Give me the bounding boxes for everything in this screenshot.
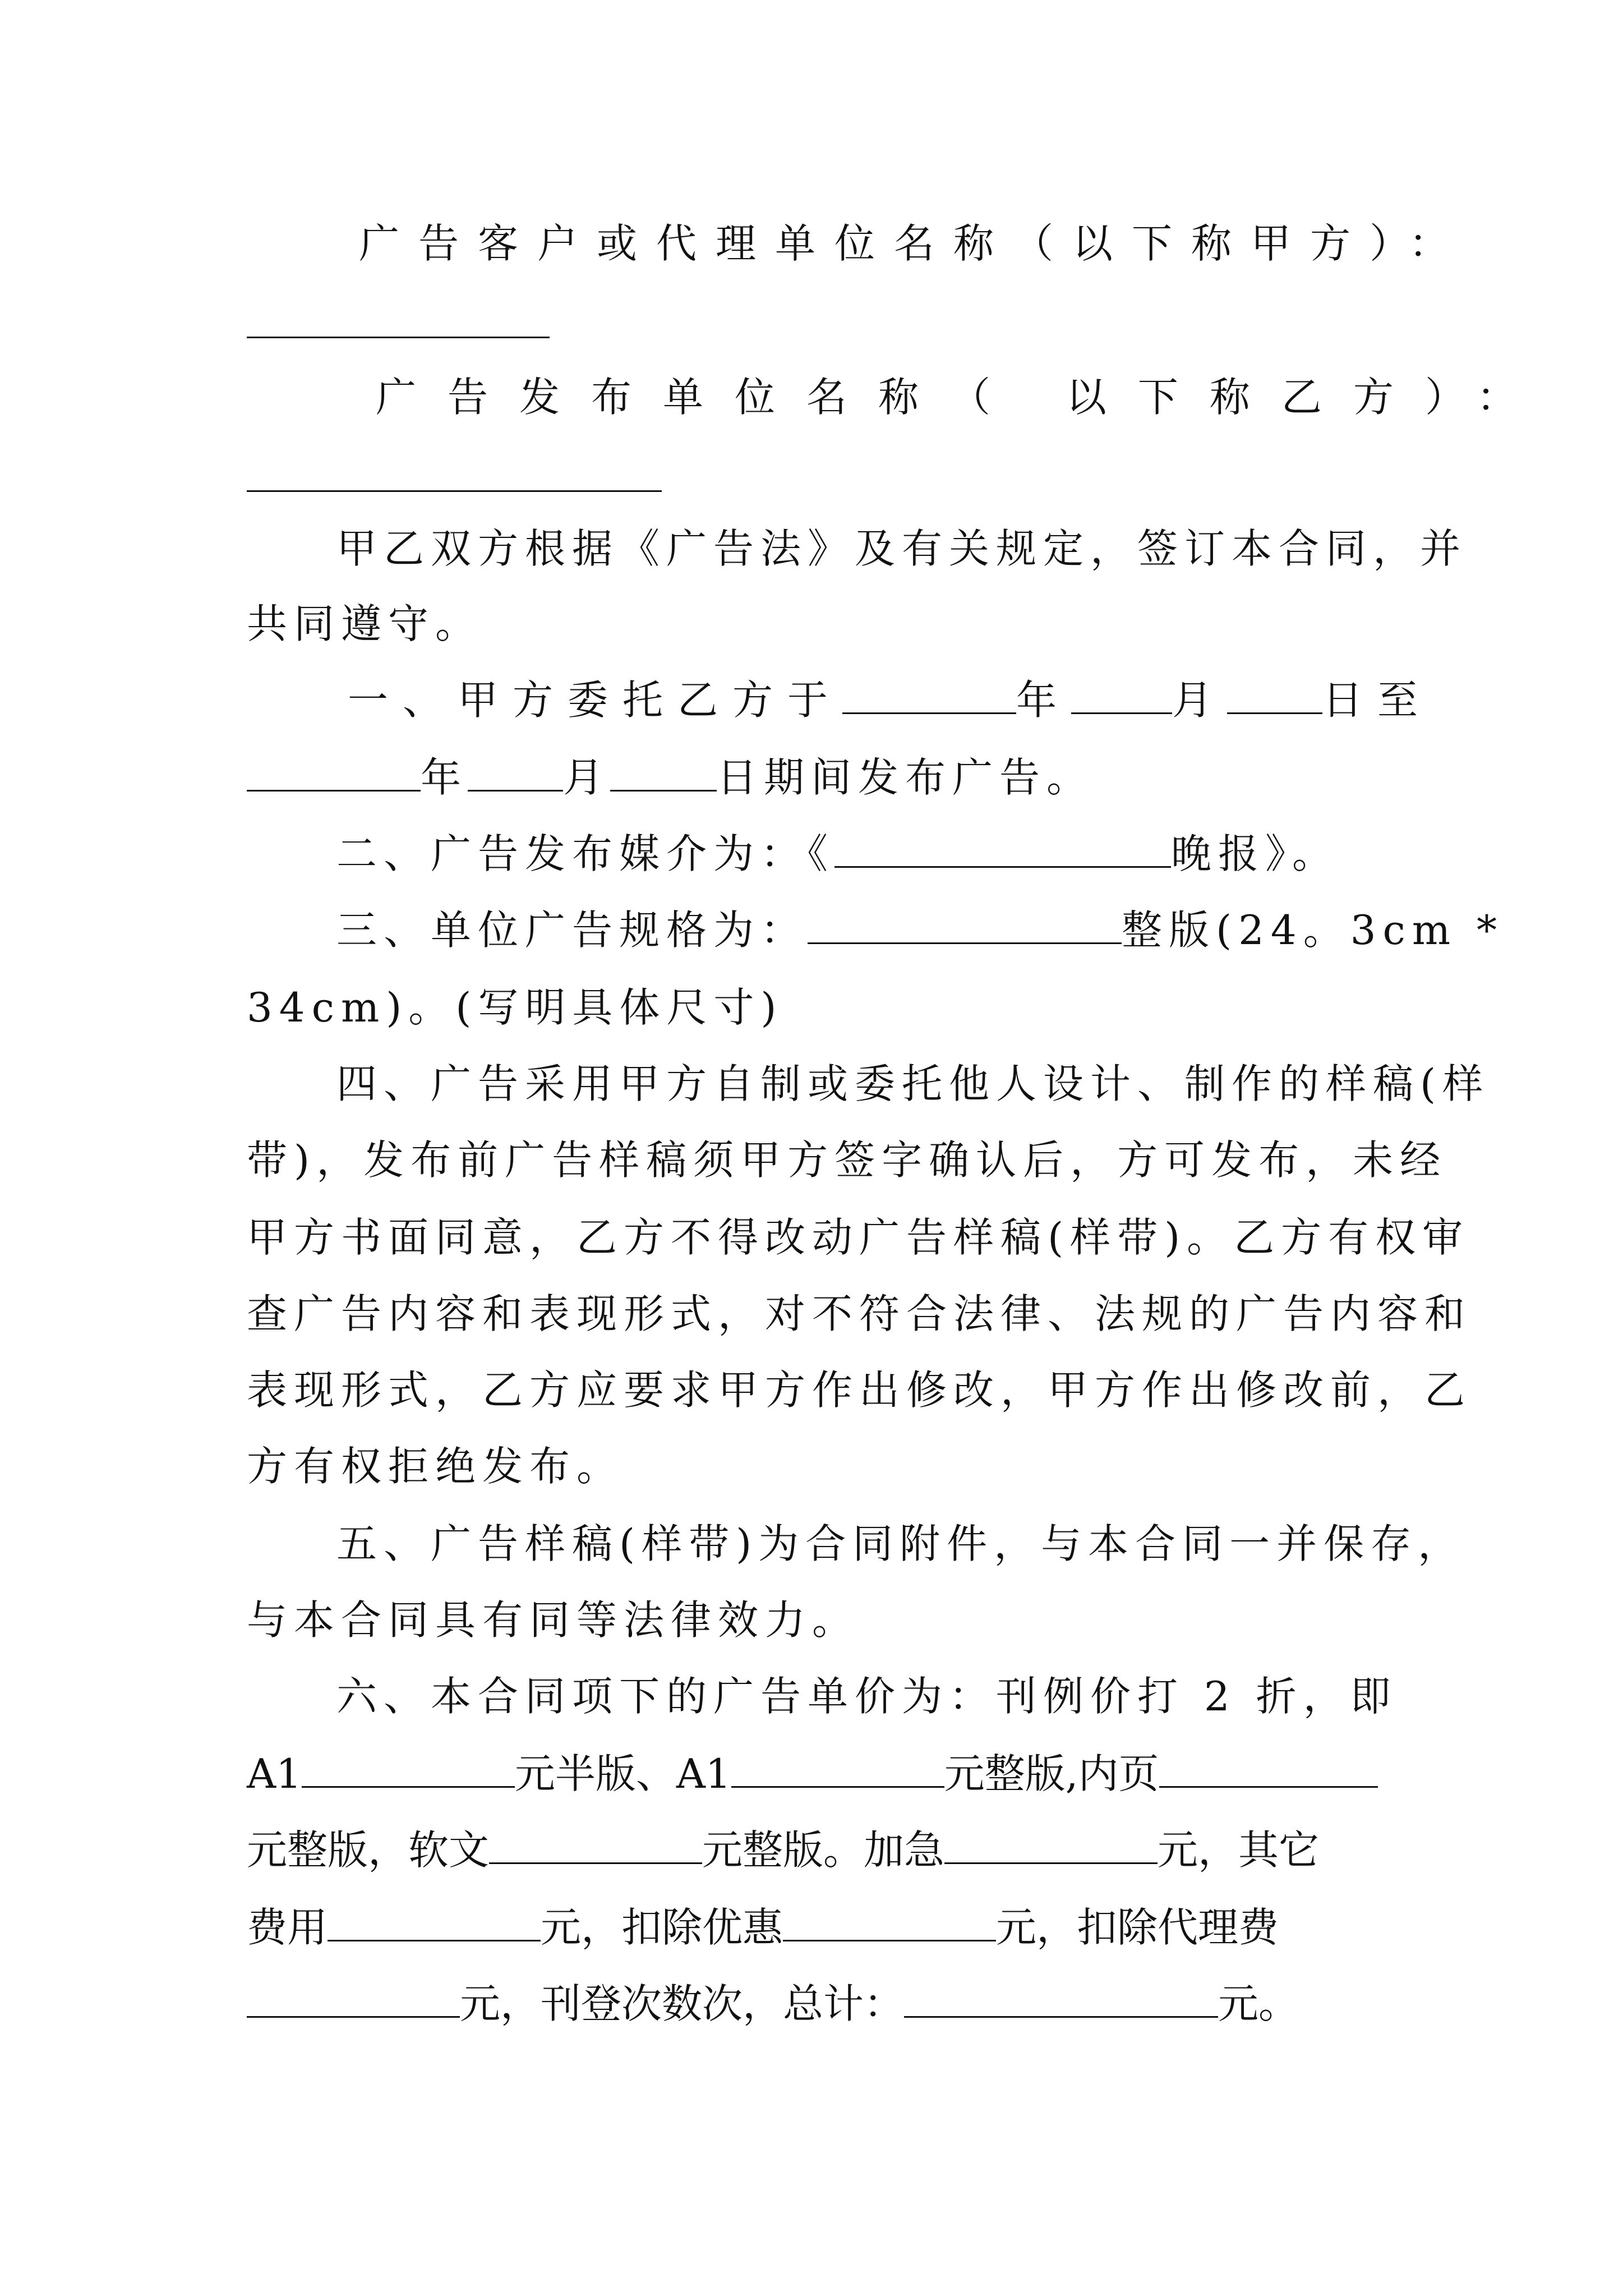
- party-b-blank: [247, 490, 662, 492]
- clause-6-line-3: [247, 1823, 1319, 1877]
- clause-3-blank: [808, 908, 1122, 944]
- clause-6-a1: A1: [247, 1750, 302, 1797]
- clause-6-l3b: 元整版。加急: [702, 1826, 945, 1874]
- clause-1-day-blank: [1227, 678, 1322, 714]
- clause-4-line-6: 方有权拒绝发布。: [247, 1443, 624, 1490]
- clause-1-year: 年: [1016, 677, 1072, 724]
- clause-6-l4c: 元，扣除代理费: [996, 1904, 1279, 1951]
- clause-4-line-3: 甲方书面同意，乙方不得改动广告样稿(样带)。乙方有权审: [247, 1214, 1470, 1261]
- clause-4-line-4: 查广告内容和表现形式，对不符合法律、法规的广告内容和: [247, 1290, 1472, 1337]
- clause-6-l3a: 元整版，软文: [247, 1826, 490, 1874]
- clause-1-month2: 月: [563, 754, 611, 801]
- clause-6-half-blank: [302, 1751, 515, 1788]
- clause-6-inner-blank: [1159, 1751, 1378, 1788]
- clause-1-month: 月: [1172, 677, 1228, 724]
- clause-1-month-blank: [1071, 678, 1172, 714]
- clause-1-line-1: [348, 673, 1432, 727]
- clause-3-suffix: 整版(24。3cm *: [1122, 907, 1504, 954]
- clause-1-month2-blank: [468, 755, 563, 792]
- clause-6-other-blank: [328, 1905, 541, 1941]
- clause-6-total-blank: [904, 1981, 1218, 2018]
- clause-2-line: [336, 827, 1339, 881]
- clause-1-prefix: 一、甲方委托乙方于: [348, 677, 843, 724]
- clause-6-l5b: 元。: [1218, 1980, 1299, 2027]
- clause-5-line-1: 五、广告样稿(样带)为合同附件，与本合同一并保存，: [336, 1520, 1465, 1567]
- clause-6-half: 元半版、A1: [514, 1750, 731, 1797]
- clause-2-suffix: 晚报》。: [1171, 830, 1340, 877]
- clause-6-line-2: [247, 1747, 1378, 1801]
- clause-3-line-1: [336, 903, 1504, 957]
- clause-6-discount-blank: [783, 1905, 996, 1941]
- clause-4-line-5: 表现形式，乙方应要求甲方作出修改，甲方作出修改前，乙: [247, 1366, 1472, 1414]
- clause-6-full-blank: [731, 1751, 944, 1788]
- intro-line-2: 共同遵守。: [247, 600, 483, 647]
- clause-1-suffix: 日期间发布广告。: [717, 754, 1094, 801]
- clause-2-prefix: 二、广告发布媒介为：《: [336, 830, 835, 877]
- party-b-label: 广告发布单位名称（ 以下称乙方）：: [376, 374, 1548, 421]
- clause-6-soft-blank: [489, 1828, 702, 1864]
- clause-6-l5a: 元，刊登次数次，总计：: [460, 1980, 905, 2027]
- clause-6-agency-blank: [247, 1981, 460, 2018]
- clause-4-line-2: 带)，发布前广告样稿须甲方签字确认后，方可发布，未经: [247, 1137, 1447, 1184]
- clause-6-line-5: [247, 1977, 1299, 2031]
- clause-1-year2: 年: [421, 754, 468, 801]
- clause-5-line-2: 与本合同具有同等法律效力。: [247, 1596, 860, 1644]
- clause-1-year-blank: [842, 678, 1016, 714]
- clause-3-line-2: 34cm)。(写明具体尺寸): [247, 984, 783, 1031]
- clause-4-line-1: 四、广告采用甲方自制或委托他人设计、制作的样稿(样: [336, 1060, 1490, 1107]
- clause-6-line-4: [247, 1901, 1279, 1954]
- clause-6-urgent-blank: [944, 1828, 1158, 1864]
- clause-3-prefix: 三、单位广告规格为：: [336, 907, 808, 954]
- intro-line-1: 甲乙双方根据《广告法》及有关规定，签订本合同，并: [336, 525, 1468, 572]
- clause-6-l4b: 元，扣除优惠: [541, 1904, 783, 1951]
- party-a-blank: [247, 337, 550, 338]
- clause-6-l4a: 费用: [247, 1904, 328, 1951]
- clause-6-l3c: 元，其它: [1158, 1826, 1320, 1874]
- clause-1-year2-blank: [247, 755, 421, 792]
- clause-6-line-1: 六、本合同项下的广告单价为：刊例价打 2 折，即: [336, 1673, 1398, 1720]
- party-a-label: 广告客户或代理单位名称（以下称甲方）：: [359, 220, 1469, 267]
- clause-1-day2-blank: [610, 755, 717, 792]
- clause-1-day-to: 日至: [1322, 677, 1433, 724]
- clause-1-line-2: [247, 751, 1094, 804]
- clause-2-blank: [834, 831, 1171, 868]
- clause-6-full: 元整版,内页: [944, 1750, 1159, 1797]
